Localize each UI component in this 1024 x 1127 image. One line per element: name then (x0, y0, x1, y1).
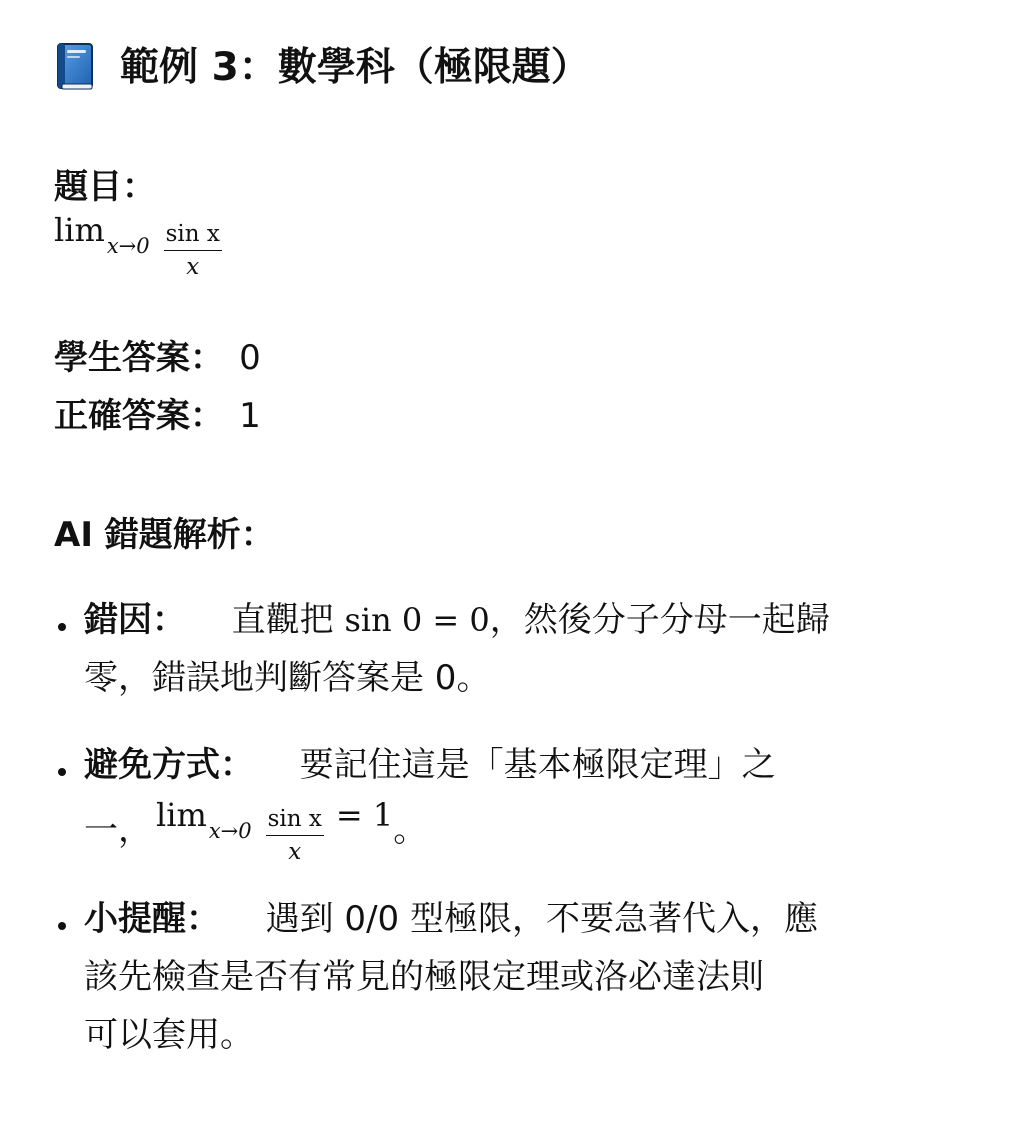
bullet-2-prefix: 一， (84, 809, 152, 850)
question-lim: lim (54, 211, 105, 249)
student-answer-value: 0 (239, 338, 261, 378)
question-denominator: x (186, 254, 200, 280)
blue-book-icon (54, 42, 96, 92)
bullet-2-rhs: = 1 (335, 796, 394, 834)
bullet-1-text-after: ，然後分子分母一起歸 (489, 600, 830, 640)
bullet-2-denominator: x (288, 839, 302, 865)
question-label: 題目： (54, 167, 156, 207)
question-fraction (164, 223, 222, 279)
bullet-3-line-2: 該先檢查是否有常見的極限定理或洛必達法則 (84, 957, 764, 997)
bullet-1-key: 錯因： (84, 600, 186, 640)
bullet-1-line-1 (84, 600, 830, 641)
bullet-2-key: 避免方式： (84, 745, 254, 785)
bullet-2-text: 要記住這是「基本極限定理」之 (299, 745, 776, 785)
bullet-1-text-before: 直觀把 (231, 600, 334, 640)
bullet-2-numerator: sin x (266, 808, 324, 836)
page-title (54, 42, 590, 92)
question-subscript: x→0 (106, 234, 150, 258)
bullet-2-subscript: x→0 (208, 819, 252, 843)
bullet-3-key: 小提醒： (84, 899, 220, 939)
bullet-2-line-1 (84, 745, 776, 786)
correct-answer-row (54, 396, 261, 437)
student-answer-row (54, 338, 261, 379)
bullet-2-line-2 (84, 796, 427, 864)
bullet-dot-2 (58, 768, 66, 776)
bullet-2-expression (156, 796, 393, 864)
bullet-1-line-2: 零，錯誤地判斷答案是 0。 (84, 658, 491, 698)
bullet-2-lim: lim (156, 796, 207, 834)
bullet-2-fraction (266, 808, 324, 864)
correct-answer-value: 1 (239, 396, 261, 436)
correct-answer-label: 正確答案： (54, 396, 224, 436)
bullet-3-line-1 (84, 899, 818, 940)
bullet-1-math: sin 0 = 0 (344, 601, 490, 639)
title-text: 範例 3：數學科（極限題） (120, 44, 590, 90)
bullet-dot-1 (58, 623, 66, 631)
analysis-label: AI 錯題解析： (54, 515, 275, 555)
bullet-3-text: 遇到 0/0 型極限，不要急著代入，應 (265, 899, 818, 939)
bullet-dot-3 (58, 922, 66, 930)
bullet-2-suffix: 。 (393, 809, 428, 850)
question-numerator: sin x (164, 223, 222, 251)
student-answer-label: 學生答案： (54, 338, 224, 378)
question-expression (54, 211, 222, 279)
bullet-3-line-3: 可以套用。 (84, 1015, 254, 1055)
